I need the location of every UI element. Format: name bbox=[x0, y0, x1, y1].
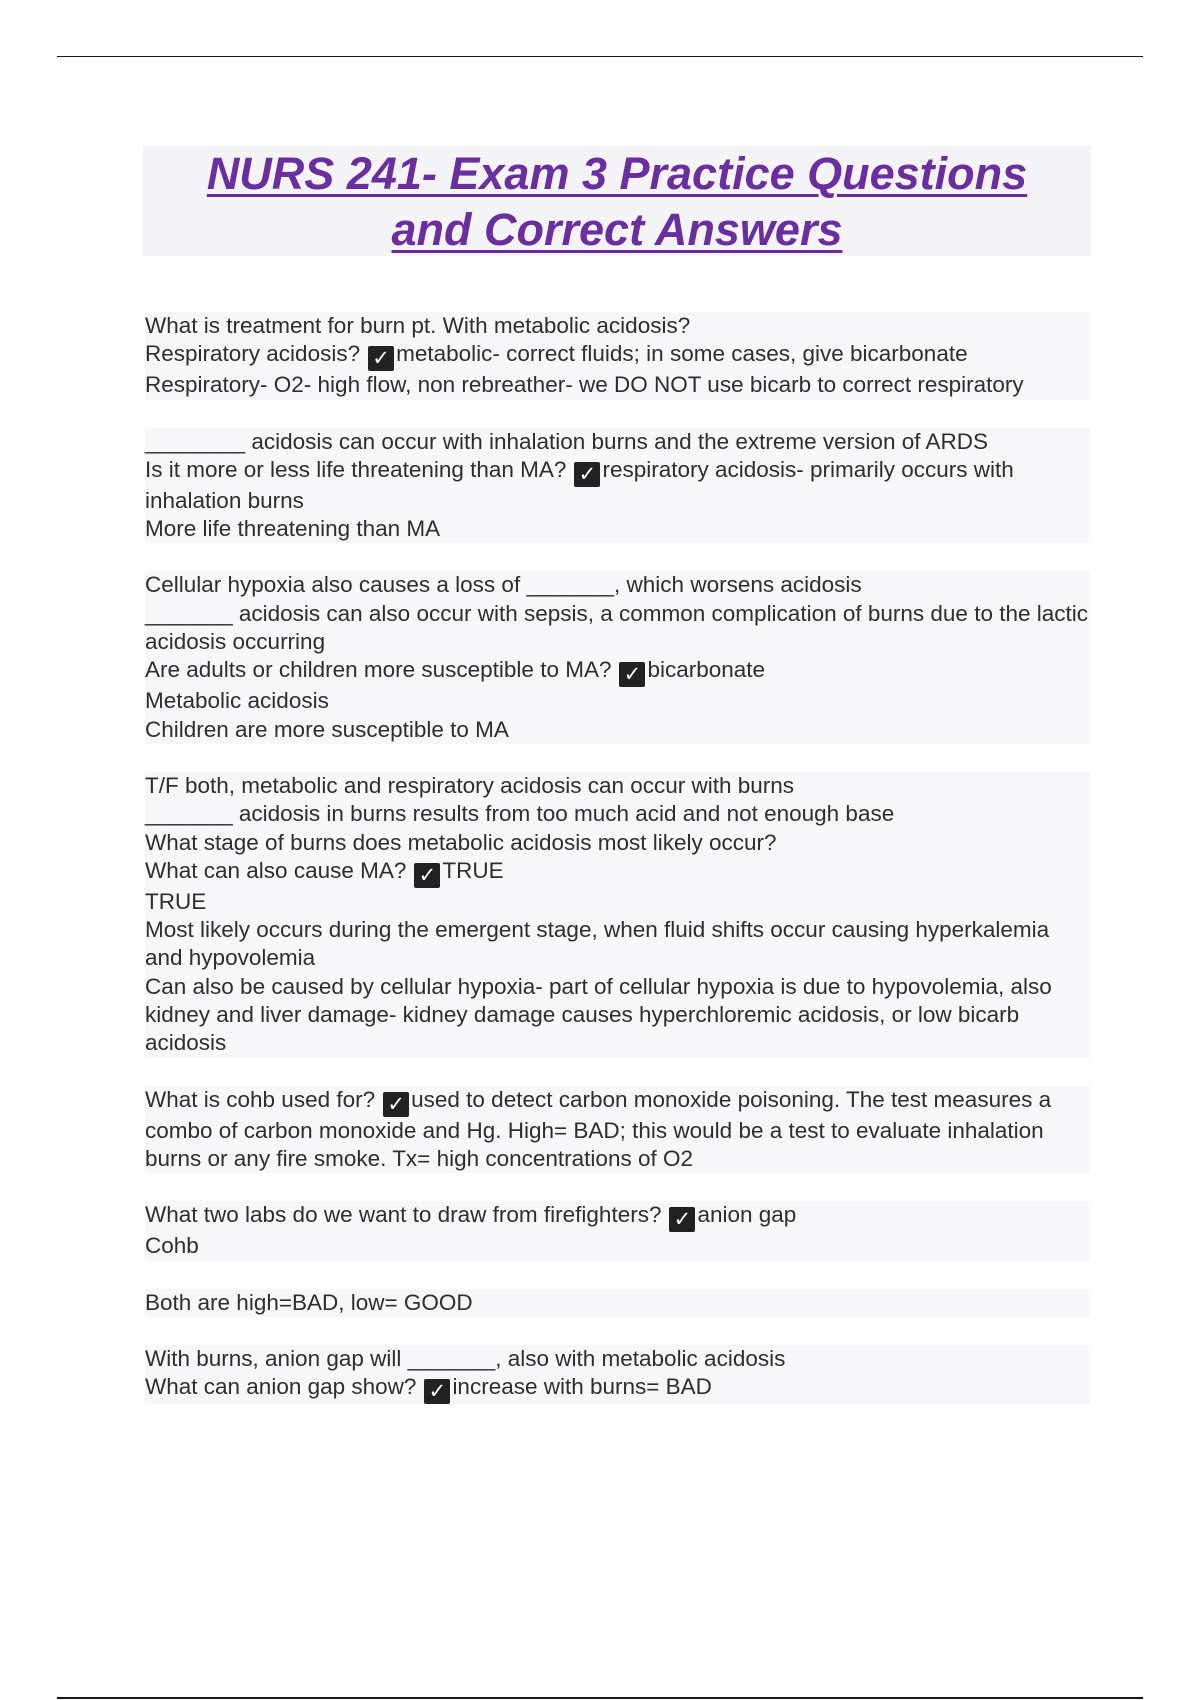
qa-item bbox=[145, 1289, 1090, 1317]
answer-text: respiratory acidosis- primarily occurs with inhalation burns bbox=[145, 456, 1014, 513]
qa-item bbox=[145, 571, 1090, 743]
qa-item bbox=[145, 772, 1090, 1058]
qa-list bbox=[145, 312, 1090, 1432]
answer-line bbox=[145, 1201, 1090, 1232]
question-text: What is cohb used for? bbox=[145, 1086, 376, 1112]
answer-detail-line: Children are more susceptible to MA bbox=[145, 716, 1090, 744]
answer-line bbox=[145, 340, 1090, 371]
check-box-icon: ✓ bbox=[619, 662, 645, 687]
qa-item bbox=[145, 428, 1090, 544]
check-box-icon: ✓ bbox=[368, 346, 394, 371]
question-line: Cellular hypoxia also causes a loss of _______, which worsens acidosis bbox=[145, 571, 1090, 599]
question-line: _______ acidosis in burns results from too much acid and not enough base bbox=[145, 800, 1090, 828]
qa-item bbox=[145, 312, 1090, 400]
answer-text: used to detect carbon monoxide poisoning. The test measures a combo of carbon monoxide and Hg. High= BAD; this would be a test to evaluate inhalation burns or any fire smoke. Tx= high concentrations of O2 bbox=[145, 1086, 1052, 1171]
answer-detail-line: Respiratory- O2- high flow, non rebreather- we DO NOT use bicarb to correct respiratory bbox=[145, 371, 1090, 399]
qa-item bbox=[145, 1345, 1090, 1404]
answer-text: increase with burns= BAD bbox=[452, 1374, 712, 1400]
question-line: _______ acidosis can also occur with sepsis, a common complication of burns due to the lactic acidosis occurring bbox=[145, 600, 1090, 657]
question-text: Is it more or less life threatening than MA? bbox=[145, 456, 567, 482]
title-line-1: NURS 241- Exam 3 Practice Questions bbox=[206, 148, 1028, 199]
question-text: What two labs do we want to draw from firefighters? bbox=[145, 1202, 662, 1228]
question-text: What can anion gap show? bbox=[145, 1374, 417, 1400]
answer-detail-line: Metabolic acidosis bbox=[145, 687, 1090, 715]
check-box-icon: ✓ bbox=[383, 1092, 409, 1117]
answer-text: TRUE bbox=[442, 857, 504, 883]
answer-detail-line: More life threatening than MA bbox=[145, 515, 1090, 543]
answer-line bbox=[145, 857, 1090, 888]
answer-line bbox=[145, 656, 1090, 687]
bottom-rule bbox=[57, 1697, 1143, 1699]
answer-text: metabolic- correct fluids; in some cases, give bicarbonate bbox=[396, 341, 968, 367]
question-line: With burns, anion gap will _______, also with metabolic acidosis bbox=[145, 1345, 1090, 1373]
answer-detail-line: Both are high=BAD, low= GOOD bbox=[145, 1289, 1090, 1317]
question-text: What can also cause MA? bbox=[145, 857, 407, 883]
answer-text: bicarbonate bbox=[647, 657, 766, 683]
title-line-2: and Correct Answers bbox=[391, 204, 843, 255]
question-line: What stage of burns does metabolic acidosis most likely occur? bbox=[145, 829, 1090, 857]
answer-line bbox=[145, 1373, 1090, 1404]
answer-line bbox=[145, 1086, 1090, 1174]
qa-item bbox=[145, 1201, 1090, 1260]
check-box-icon: ✓ bbox=[414, 863, 440, 888]
answer-text: anion gap bbox=[697, 1202, 797, 1228]
answer-detail-line: TRUE bbox=[145, 888, 1090, 916]
top-rule bbox=[57, 56, 1143, 57]
question-line: T/F both, metabolic and respiratory acidosis can occur with burns bbox=[145, 772, 1090, 800]
qa-item bbox=[145, 1086, 1090, 1174]
question-line: What is treatment for burn pt. With metabolic acidosis? bbox=[145, 312, 1090, 340]
answer-line bbox=[145, 456, 1090, 515]
document-title bbox=[143, 146, 1091, 256]
check-box-icon: ✓ bbox=[424, 1379, 450, 1404]
answer-detail-line: Cohb bbox=[145, 1232, 1090, 1260]
answer-detail-line: Can also be caused by cellular hypoxia- part of cellular hypoxia is due to hypovolemia, also kidney and liver damage- kidney damage causes hyperchloremic acidosis, or low bicarb acidosis bbox=[145, 973, 1090, 1058]
check-box-icon: ✓ bbox=[669, 1207, 695, 1232]
answer-detail-line: Most likely occurs during the emergent stage, when fluid shifts occur causing hyperkalemia and hypovolemia bbox=[145, 916, 1090, 973]
question-line: ________ acidosis can occur with inhalation burns and the extreme version of ARDS bbox=[145, 428, 1090, 456]
question-text: Are adults or children more susceptible to MA? bbox=[145, 657, 612, 683]
check-box-icon: ✓ bbox=[574, 462, 600, 487]
question-text: Respiratory acidosis? bbox=[145, 341, 361, 367]
